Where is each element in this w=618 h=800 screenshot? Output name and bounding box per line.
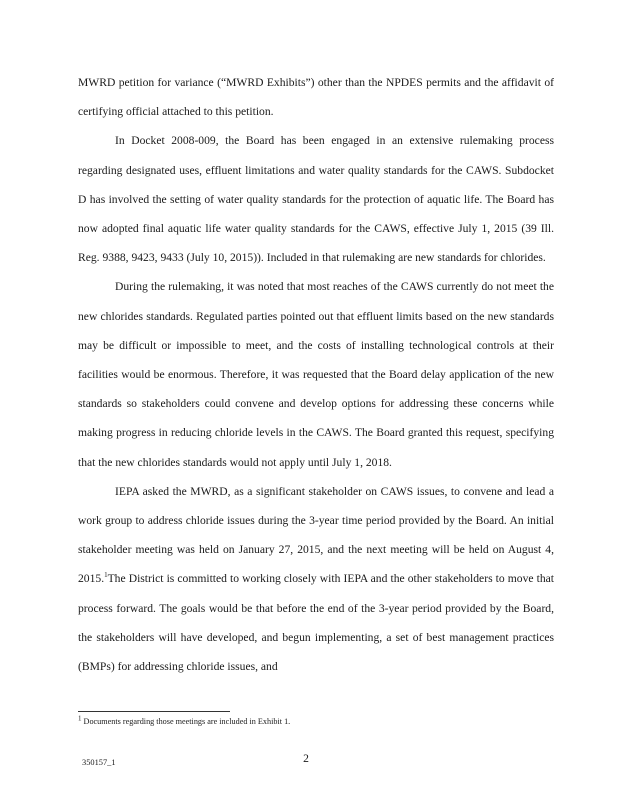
footnote-reference: 1	[104, 571, 108, 580]
paragraph-chlorides-standards: During the rulemaking, it was noted that most reaches of the CAWS currently do not meet the new chlorides standards. Regulated parties pointed out that effluent limits based on the new standards may be difficult or impossible to meet, and the costs of installing technological controls at their facilities would be enormous. Therefore, it was requested that the Board delay application of the new standards so stakeholders could convene and develop options for addressing these concerns while making progress in reducing chloride levels in the CAWS. The Board granted this request, specifying that the new chlorides standards would not apply until July 1, 2018.	[78, 280, 554, 469]
paragraph-continuation: MWRD petition for variance (“MWRD Exhibits”) other than the NPDES permits and the affidavit of certifying official attached to this petition.	[78, 76, 554, 119]
paragraph-work-group	[78, 477, 554, 681]
document-id: 350157_1	[82, 758, 116, 767]
body-text	[78, 68, 554, 681]
footnote	[78, 716, 554, 727]
paragraph-work-group-text-after: The District is committed to working closely with IEPA and the other stakeholders to move that process forward. The goals would be that before the end of the 3-year period provided by the Board, the stakeholders will have developed, and begun implementing, a set of best management practices (BMPs) for addressing chloride issues, and	[78, 572, 554, 674]
paragraph-work-group-text-before: IEPA asked the MWRD, as a significant stakeholder on CAWS issues, to convene and lead a work group to address chloride issues during the 3-year time period provided by the Board. An initial stakeholder meeting was held on January 27, 2015, and the next meeting will be held on August 4, 2015.	[78, 484, 554, 586]
footnote-marker: 1	[78, 714, 82, 723]
paragraph-docket-rulemaking: In Docket 2008-009, the Board has been engaged in an extensive rulemaking process regarding designated uses, effluent limitations and water quality standards for the CAWS. Subdocket D has involved the setting of water quality standards for the protection of aquatic life. The Board has now adopted final aquatic life water quality standards for the CAWS, effective July 1, 2015 (39 Ill. Reg. 9388, 9423, 9433 (July 10, 2015)). Included in that rulemaking are new standards for chlorides.	[78, 134, 554, 265]
footnote-divider	[78, 711, 230, 712]
footnote-text: Documents regarding those meetings are included in Exhibit 1.	[81, 717, 291, 726]
page-number: 2	[303, 752, 309, 765]
